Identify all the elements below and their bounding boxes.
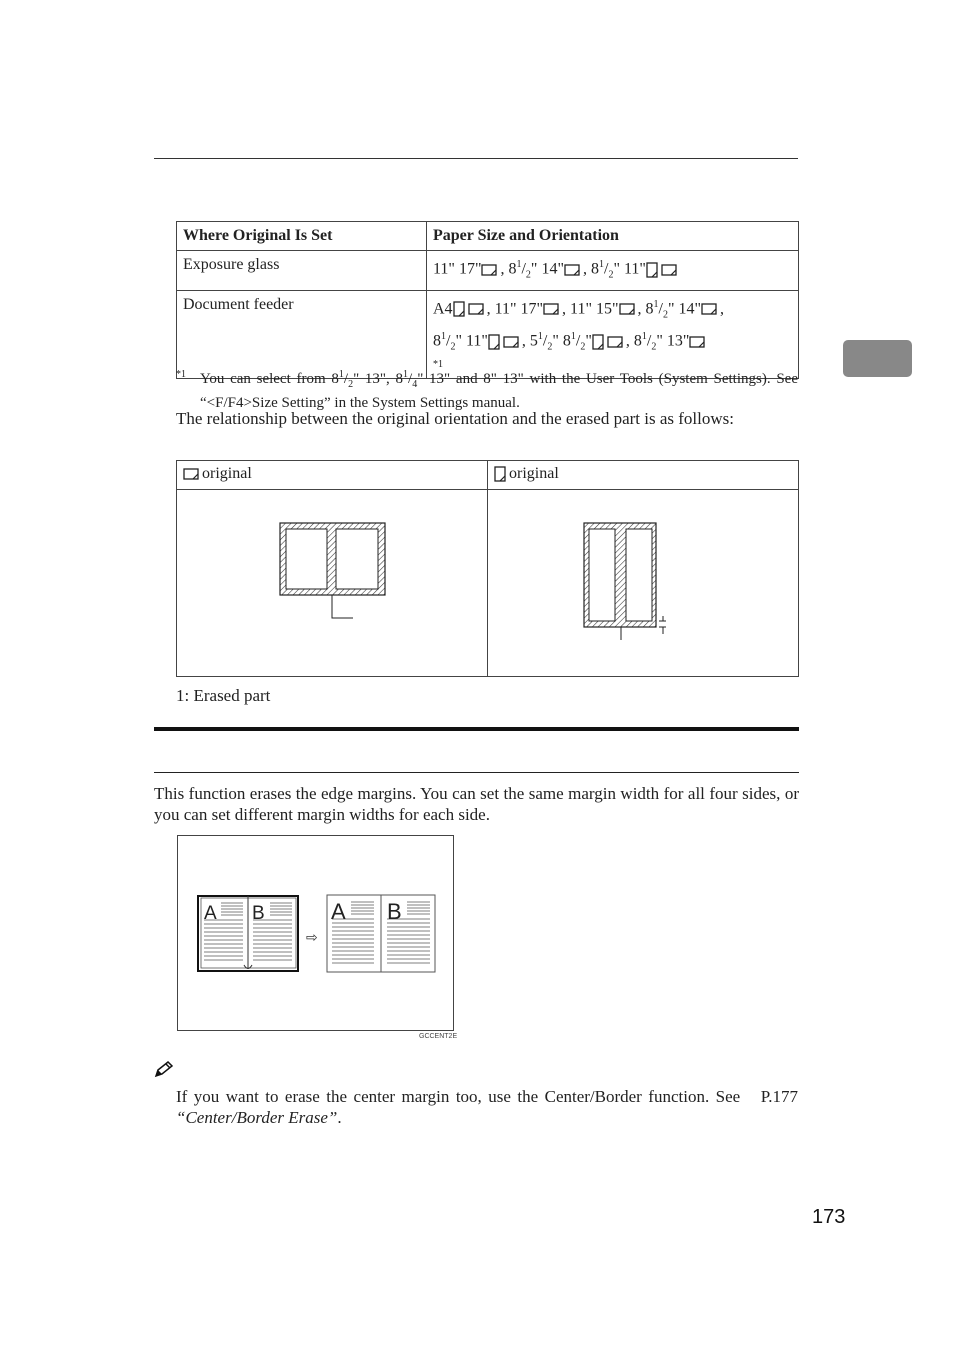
page-number: 173 xyxy=(812,1206,846,1228)
fraction-numerator: 1 xyxy=(537,331,543,343)
fraction-denominator: 2 xyxy=(348,379,354,390)
portrait-orientation-icon xyxy=(494,466,506,482)
portrait-orientation-icon xyxy=(453,301,465,317)
landscape-orientation-icon xyxy=(543,303,559,315)
arrow-icon: ⇨ xyxy=(306,930,318,946)
erased-part-caption: 1: Erased part xyxy=(176,686,271,705)
landscape-orientation-icon xyxy=(503,336,519,348)
row-sizes-document-feeder: A4 , 11" 17" , 11" 15" , $8^1/_2$" 14" , $8^1/_2$" 11" , $5^1/_2$" $8^1/_2$" , $8^1/_2$" 13" $^{*1}$ xyxy=(427,290,799,378)
size-text: , 8 xyxy=(582,260,599,278)
size-text: , 8 xyxy=(625,332,642,350)
fraction-numerator: 1 xyxy=(641,331,647,343)
landscape-orientation-icon xyxy=(481,264,497,276)
note-paragraph xyxy=(176,1086,798,1128)
size-text: , 8 xyxy=(500,260,517,278)
column-label: original xyxy=(509,465,559,482)
reference-title: “Center/Border Erase” xyxy=(176,1108,338,1127)
landscape-orientation-icon xyxy=(661,264,677,276)
size-text: 8 xyxy=(433,332,441,350)
fraction-denominator: 2 xyxy=(547,341,553,353)
size-text: " 8 xyxy=(552,332,571,350)
page-reference-link[interactable]: P.177 xyxy=(760,1087,799,1106)
landscape-diagram-cell xyxy=(177,490,488,677)
size-text: , 11" 17" xyxy=(486,299,544,317)
intro-paragraph: The relationship between the original orientation and the erased part is as follows: xyxy=(176,409,734,428)
size-text: A4 xyxy=(433,299,453,317)
portrait-diagram-cell xyxy=(488,490,799,677)
footnote-mark: *1 xyxy=(176,369,186,380)
fraction-denominator: 2 xyxy=(651,341,657,353)
table-header-row xyxy=(177,461,799,490)
portrait-orientation-icon xyxy=(646,262,658,278)
column-label: original xyxy=(202,465,252,482)
page-letter-b: B xyxy=(252,903,265,924)
illustration-code: GCCENT2E xyxy=(419,1033,458,1040)
footnote-reference: *1 xyxy=(433,358,443,370)
section-divider-thick xyxy=(154,727,799,731)
size-text: " 14" xyxy=(530,260,564,278)
fraction-denominator: 4 xyxy=(412,379,418,390)
table-row xyxy=(177,251,799,291)
footnote-text: " 13" and 8" 13" with the User Tools (System Settings). See “<F/F4>Size Setting” in the System Settings manual. xyxy=(200,371,798,411)
header-landscape-original xyxy=(177,461,488,490)
header-portrait-original xyxy=(488,461,799,490)
fraction-numerator: 1 xyxy=(516,259,522,270)
size-text: , xyxy=(720,299,725,317)
page-letter-a: A xyxy=(204,903,217,924)
page-letter-b: B xyxy=(387,899,402,924)
landscape-orientation-icon xyxy=(183,468,199,480)
size-text: " 13" xyxy=(656,332,690,350)
table-row xyxy=(177,490,799,677)
border-erase-illustration xyxy=(177,835,454,1031)
book-copy-illustration xyxy=(177,835,454,1031)
size-text: " 14" xyxy=(667,299,702,317)
fraction-denominator: 2 xyxy=(450,341,456,353)
header-where-set: Where Original Is Set xyxy=(177,222,427,251)
pencil-note-icon xyxy=(154,1060,174,1078)
size-text: , 11" 15" xyxy=(562,299,619,317)
portrait-orientation-icon xyxy=(488,334,500,350)
row-label-document-feeder: Document feeder xyxy=(177,290,427,378)
footnote-text: " 13", 8 xyxy=(353,371,404,387)
row-sizes-exposure-glass: 11" 17" , $8^1/_2$" 14" , $8^1/_2$" 11" xyxy=(427,251,799,291)
size-text: " 11" xyxy=(613,260,646,278)
landscape-orientation-icon xyxy=(468,303,484,315)
row-label-exposure-glass: Exposure glass xyxy=(177,251,427,291)
section-divider-thin xyxy=(154,772,799,773)
size-text: , 5 xyxy=(521,332,538,350)
portrait-erase-diagram xyxy=(580,520,780,680)
landscape-orientation-icon xyxy=(564,264,580,276)
fraction-numerator: 1 xyxy=(338,369,344,380)
landscape-orientation-icon xyxy=(701,303,717,315)
footnote-text: You can select from 8 xyxy=(200,371,339,387)
chapter-tab xyxy=(843,340,912,377)
footnote: *1 You can select from $8^1/_2$" 13", $8^1/_4$" 13" and 8" 13" with the User Tools (System Settings). See “<F/F4>Size Setting” in the System Settings manual. xyxy=(176,366,798,412)
size-text: , 8 xyxy=(637,299,654,317)
fraction-denominator: 2 xyxy=(525,269,531,281)
fraction-numerator: 1 xyxy=(403,369,409,380)
size-text: 11" 17" xyxy=(433,260,482,278)
table-header-row xyxy=(177,222,799,251)
size-text: " 11" xyxy=(455,332,488,350)
header-rule xyxy=(154,158,798,159)
landscape-orientation-icon xyxy=(607,336,623,348)
fraction-numerator: 1 xyxy=(598,259,604,270)
fraction-denominator: 2 xyxy=(580,341,586,353)
fraction-numerator: 1 xyxy=(570,331,576,343)
paper-size-table xyxy=(176,221,799,379)
landscape-erase-diagram xyxy=(277,520,477,670)
size-text: " xyxy=(585,332,592,350)
body-paragraph: This function erases the edge margins. You can set the same margin width for all four sides, or you can set different margin widths for each side. xyxy=(154,784,799,824)
fraction-numerator: 1 xyxy=(653,298,659,310)
landscape-orientation-icon xyxy=(689,336,705,348)
note-text: . xyxy=(337,1108,342,1127)
portrait-orientation-icon xyxy=(592,334,604,350)
landscape-orientation-icon xyxy=(619,303,635,315)
fraction-numerator: 1 xyxy=(441,331,446,343)
fraction-denominator: 2 xyxy=(608,269,614,281)
orientation-table xyxy=(176,460,799,677)
page-letter-a: A xyxy=(331,899,346,924)
header-paper-size: Paper Size and Orientation xyxy=(427,222,799,251)
note-text: If you want to erase the center margin too, use the Center/Border function. See xyxy=(176,1087,741,1106)
fraction-denominator: 2 xyxy=(662,309,668,321)
